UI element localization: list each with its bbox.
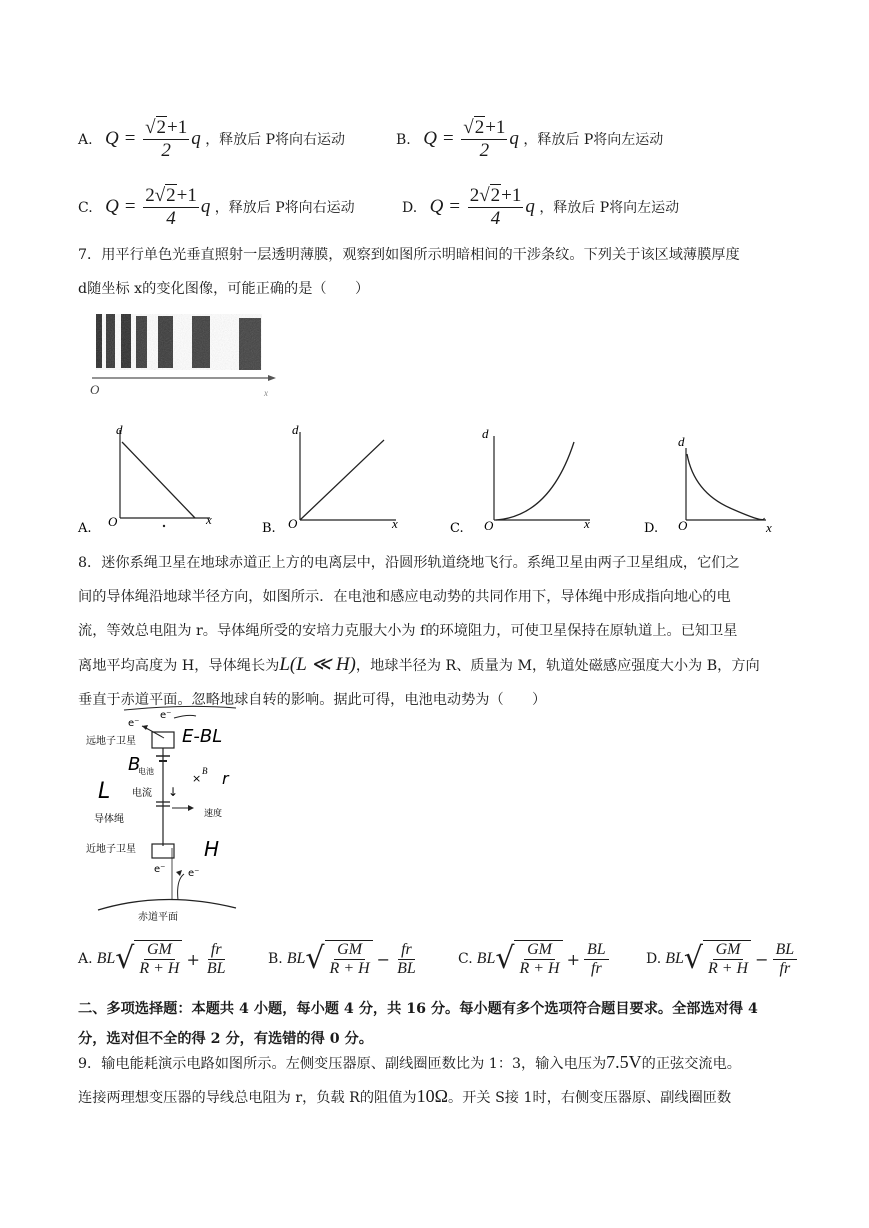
hw-h: H [204,837,220,861]
rad-num: GM [713,941,744,960]
option-letter: D. [644,521,659,536]
rad-den: R + H [329,960,370,977]
den: 4 [166,208,176,229]
battery-label: 电池 [138,767,154,776]
option-letter: C. [458,951,473,967]
sqrt-value: 2 [474,117,485,138]
hw-l: L [98,779,111,804]
earth-surface [98,899,236,910]
current-label: 电流 [132,788,152,799]
option-letter: D. [402,199,418,216]
hw-r: r [222,769,229,788]
num-tail: +1 [167,117,188,138]
sqrt-value: 2 [490,185,501,206]
rad-num: GM [144,941,175,960]
q7-option-d[interactable] [644,430,784,535]
rad-den: R + H [519,960,560,977]
rad-num: GM [334,941,365,960]
q-var: q [191,127,201,149]
x-axis-label: x [584,516,590,531]
rad-den: R + H [139,960,180,977]
q9-line-2 [78,1080,798,1114]
current-arrow-glyph: ↓ [168,785,179,799]
q7-line-1: 7．用平行单色光垂直照射一层透明薄膜，观察到如图所示明暗相间的干涉条纹。下列关于该区域薄膜厚度 [78,247,740,263]
frac-den: fr [779,959,791,977]
fringe-figure [88,306,288,398]
q7-option-b[interactable] [262,420,412,535]
den: 2 [161,140,171,161]
q-symbol: Q [105,127,119,149]
curve [496,442,574,520]
num-pre: 2 [145,185,155,206]
radical: √ $\frac{GM}{R + H}$ [684,940,751,978]
q-symbol: Q [105,195,119,217]
section-2-line-1: 二、多项选择题：本题共 4 小题，每小题 4 分，共 16 分。每小题有多个选项符合题目要求。全部选对得 4 [78,1001,758,1017]
q7-option-a[interactable] [78,420,228,535]
option-text: ，释放后 P将向左运动 [523,131,664,148]
d-axis-label: d [678,434,685,449]
q8-option-c[interactable] [458,940,609,978]
q8-line-4b: ，地球半径为 R、质量为 M，轨道处磁感应强度大小为 B，方向 [355,658,760,674]
voltage-value: 7.5V [606,1052,642,1072]
fringe-svg [88,306,288,398]
b-label: B [202,766,208,776]
q8-line-4 [78,648,798,683]
q-var: q [200,195,211,217]
frac-num: BL [584,941,609,960]
radical: √ $\frac{GM}{R + H}$ [305,940,372,978]
q9-line-2a: 连接两理想变压器的导线总电阻为 r，负载 R的阻值为 [78,1090,417,1106]
electron-label-bottom-right: e⁻ [188,868,200,879]
option-text: ，释放后 P将向右运动 [205,131,346,148]
frac-num: BL [773,941,798,960]
option-letter: C. [78,199,93,216]
option-letter: C. [450,521,464,536]
sign: + [186,949,200,969]
option-letter: B. [262,521,276,536]
section-2-header [78,994,798,1054]
electron-label-bottom: e⁻ [154,864,166,875]
q6-option-d[interactable]: D. Q = $\frac{2√2+1}{4}$ q ，释放后 P将向左运动 [402,185,680,229]
q8-option-a[interactable] [78,940,229,978]
q-symbol: Q [423,127,437,149]
curve [687,454,764,520]
curve [122,442,195,518]
near-sat-label: 近地子卫星 [86,844,136,855]
l-condition-math: L(L ≪ H) [279,654,356,675]
section-2-line-2: 分，选对但不全的得 2 分，有选错的得 0 分。 [78,1031,373,1047]
electron-label-top-left: e⁻ [128,718,140,729]
q8-line-3: 流，等效总电阻为 r。导体绳所受的安培力克服大小为 f的环境阻力，可使卫星保持在原轨道上。已知卫星 [78,623,738,639]
option-text: ，释放后 P将向右运动 [214,199,355,216]
wire-label: 导体绳 [94,814,124,825]
q8-line-1: 8．迷你系绳卫星在地球赤道正上方的电离层中，沿圆形轨道绕地飞行。系绳卫星由两子卫星组成，它们之 [78,555,740,571]
q9-stem [78,1046,798,1114]
q-var: q [525,195,535,217]
x-axis-label: x [206,512,212,527]
den: 2 [479,140,490,161]
q7-option-c[interactable] [450,420,600,535]
num-pre: 2 [469,185,480,206]
electron-label-top: e⁻ [160,710,172,721]
frac-den: BL [206,959,226,977]
q-var: q [509,127,519,149]
radical: √ $\frac{GM}{R + H}$ [495,940,562,978]
d-axis-label: d [116,422,123,437]
pre: BL [476,950,496,967]
option-letter: A. [78,951,93,967]
sign: + [566,949,580,969]
pre: BL [665,950,684,967]
q8-line-4a: 离地平均高度为 H，导体绳长为 [78,658,280,674]
frac-num: fr [398,941,415,960]
sign: − [755,949,769,969]
option-letter: A. [78,131,93,148]
sqrt-value: 2 [156,117,167,138]
origin-label: O [678,518,688,533]
num-tail: +1 [485,117,506,138]
origin-label: O [288,516,298,531]
option-letter: D. [646,951,662,967]
sign: − [376,949,391,969]
q8-option-d[interactable] [646,940,797,978]
rad-num: GM [524,941,555,960]
option-text: ，释放后 P将向左运动 [539,199,680,216]
num-tail: +1 [501,185,522,206]
frac-num: fr [208,941,225,960]
resistance-value: 10Ω [416,1086,449,1106]
option-letter: B. [396,131,411,148]
near-satellite [152,844,174,858]
b-cross: × [192,772,202,785]
fringe-origin-label: O [90,382,100,397]
option-letter: B. [268,951,283,967]
q9-line-1b: 的正弦交流电。 [641,1056,741,1072]
x-axis-label: x [392,516,398,531]
q6-option-a[interactable]: A. Q = $\frac{√2+1}{2}$ q ，释放后 P将向右运动 [78,117,346,161]
x-axis-label: x [766,520,772,535]
q7-stem [78,238,798,306]
far-sat-label: 远地子卫星 [86,736,136,747]
d-axis-label: d [292,422,299,437]
fringe-x-label: x [264,388,268,398]
radical: √ $\frac{GM}{R + H}$ [115,940,182,978]
hw-b: B [128,754,141,775]
equator-label: 赤道平面 [138,912,178,922]
origin-label: O [108,514,118,529]
rad-den: R + H [707,960,749,977]
q6-option-c[interactable]: C. Q = $\frac{2√2+1}{4}$ q ，释放后 P将向右运动 [78,185,355,229]
q8-line-2: 间的导体绳沿地球半径方向，如图所示．在电池和感应电动势的共同作用下，导体绳中形成指向地心的电 [78,589,731,605]
q8-option-b[interactable] [268,940,419,978]
hw-ebl: E-BL [182,726,223,747]
d-axis-label: d [482,426,489,441]
q8-stem [78,546,798,717]
q7-line-2: d随坐标 x的变化图像，可能正确的是（ ） [78,281,370,297]
sqrt-value: 2 [166,185,176,206]
pre: BL [96,950,116,967]
frac-den: BL [397,959,416,977]
q6-option-b[interactable]: B. Q = $\frac{√2+1}{2}$ q ，释放后 P将向左运动 [396,117,664,161]
q9-line-2b: 。开关 S接 1时，右侧变压器原、副线圈匝数 [448,1090,732,1106]
frac-den: fr [591,959,602,977]
pre: BL [286,950,306,967]
tether-figure [84,704,244,922]
orbit-arc [124,706,236,710]
option-letter: A. [78,521,92,536]
q9-line-1 [78,1046,798,1080]
den: 4 [490,208,501,229]
curve [300,440,384,520]
q8-line-5: 垂直于赤道平面。忽略地球自转的影响。据此可得，电池电动势为（ ） [78,692,547,708]
velocity-label: 速度 [204,809,223,819]
num-tail: +1 [176,185,197,206]
q9-line-1a: 9．输电能耗演示电路如图所示。左侧变压器原、副线圈匝数比为 1：3，输入电压为 [78,1056,607,1072]
origin-label: O [484,518,494,533]
far-satellite [152,732,174,748]
q-symbol: Q [429,195,444,217]
